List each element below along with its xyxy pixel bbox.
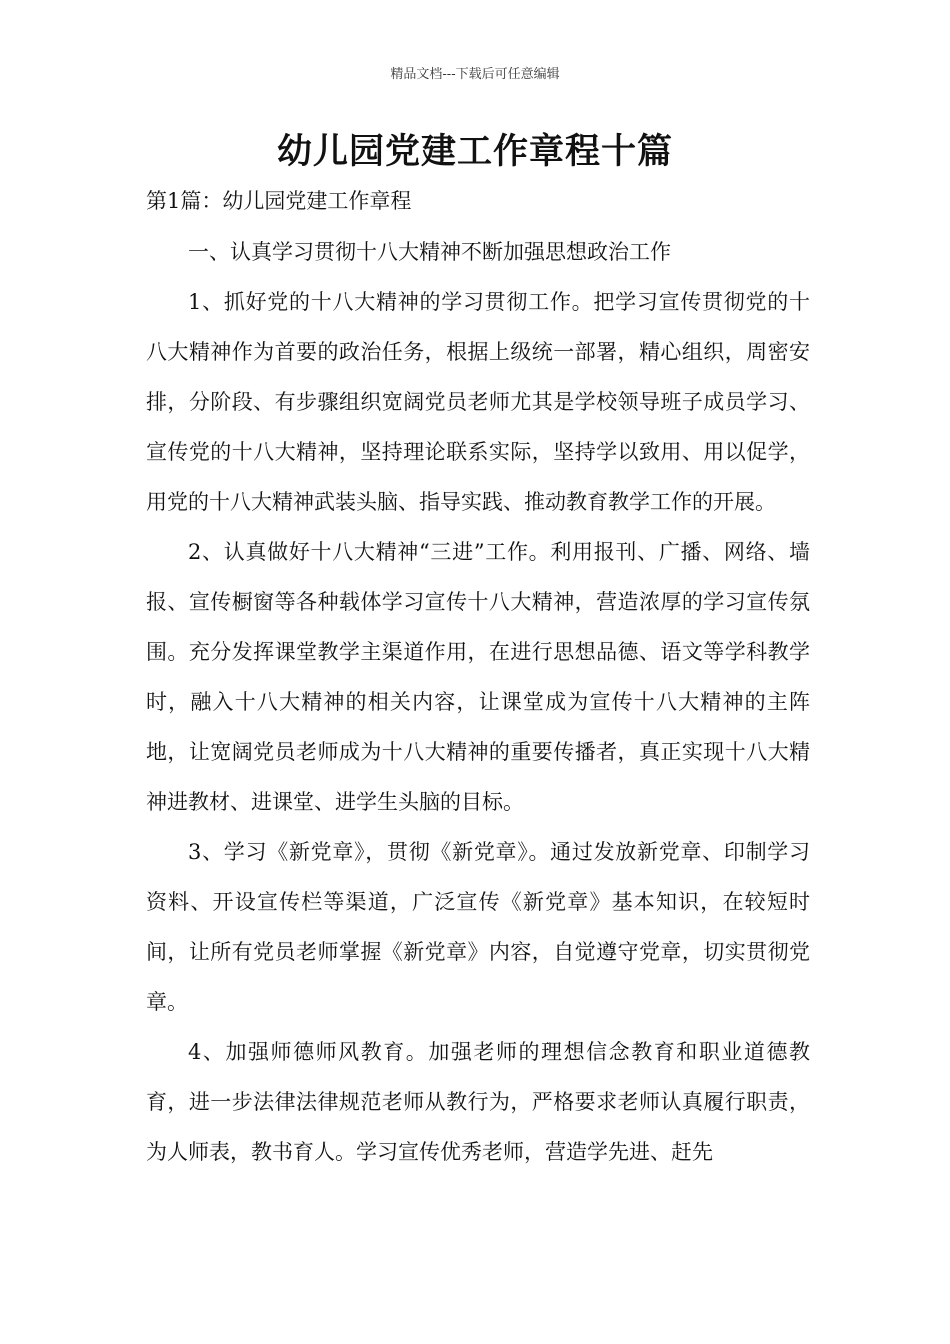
document-body xyxy=(146,227,810,1177)
paragraph: 1、抓好党的十八大精神的学习贯彻工作。把学习宣传贯彻党的十八大精神作为首要的政治任务，根据上级统一部署，精心组织，周密安排，分阶段、有步骤组织宽阔党员老师尤其是学校领导班子成员学习、宣传党的十八大精神，坚持理论联系实际，坚持学以致用、用以促学，用党的十八大精神武装头脑、指导实践、推动教育教学工作的开展。 xyxy=(146,290,810,514)
section-heading: 第1篇：幼儿园党建工作章程 xyxy=(146,189,412,213)
page-header-watermark: 精品文档---下载后可任意编辑 xyxy=(390,67,560,82)
paragraph-heading-1: 一、认真学习贯彻十八大精神不断加强思想政治工作 xyxy=(188,240,671,264)
paragraph: 3、学习《新党章》，贯彻《新党章》。通过发放新党章、印制学习资料、开设宣传栏等渠道，广泛宣传《新党章》基本知识，在较短时间，让所有党员老师掌握《新党章》内容，自觉遵守党章，切实贯彻党章。 xyxy=(146,840,810,1014)
paragraph: 4、加强师德师风教育。加强老师的理想信念教育和职业道德教育，进一步法律法律规范老师从教行为，严格要求老师认真履行职责，为人师表，教书育人。学习宣传优秀老师，营造学先进、赶先 xyxy=(146,1040,810,1164)
paragraph: 2、认真做好十八大精神“三进”工作。利用报刊、广播、网络、墙报、宣传橱窗等各种载体学习宣传十八大精神，营造浓厚的学习宣传氛围。充分发挥课堂教学主渠道作用，在进行思想品德、语文等学科教学时，融入十八大精神的相关内容，让课堂成为宣传十八大精神的主阵地，让宽阔党员老师成为十八大精神的重要传播者，真正实现十八大精神进教材、进课堂、进学生头脑的目标。 xyxy=(146,540,810,814)
document-title: 幼儿园党建工作章程十篇 xyxy=(276,131,673,172)
